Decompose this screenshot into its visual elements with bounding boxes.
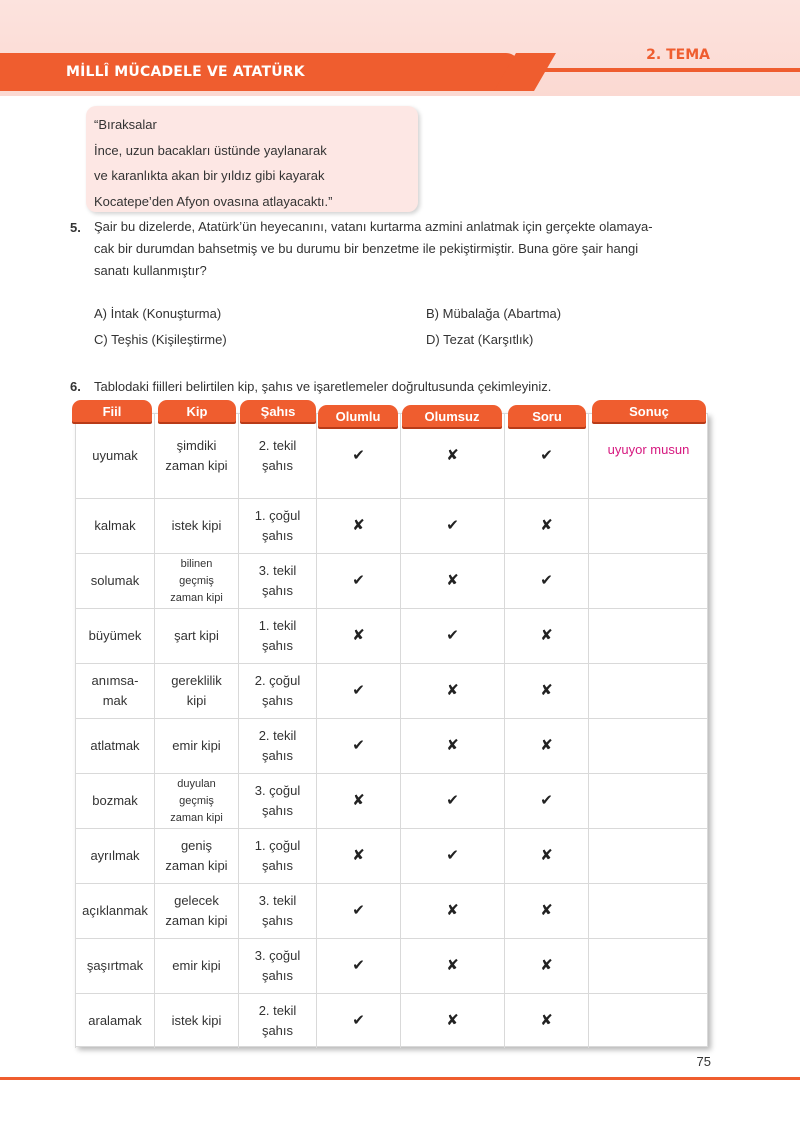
cross-mark-icon: ✘ [446, 737, 459, 754]
result-cell[interactable] [588, 993, 708, 1048]
positive-cell [316, 938, 400, 993]
cross-mark-icon: ✘ [540, 737, 553, 754]
cross-mark-icon: ✘ [446, 957, 459, 974]
option-b[interactable]: B) Mübalağa (Abartma) [426, 306, 562, 321]
question-5-line: sanatı kullanmıştır? [94, 263, 207, 278]
verb-label: solumak [90, 573, 140, 588]
person-cell [238, 553, 316, 608]
header-olumsuz: Olumsuz [402, 405, 502, 427]
header-sahis: Şahıs [240, 400, 316, 422]
negative-cell [400, 828, 504, 883]
verb-label: şaşırtmak [86, 958, 144, 973]
cross-mark-icon: ✘ [446, 572, 459, 589]
verb-label: açıklanmak [82, 903, 148, 918]
result-cell[interactable] [588, 663, 708, 718]
person-cell-line: şahıs [261, 693, 294, 708]
mood-cell-line: şart kipi [174, 628, 219, 643]
verb-label: ayrılmak [90, 848, 140, 863]
verb-cell [75, 718, 154, 773]
negative-cell [400, 883, 504, 938]
option-d[interactable]: D) Tezat (Karşıtlık) [426, 332, 534, 347]
question-5-line: cak bir durumdan bahsetmiş ve bu durumu bir benzetme ile pekiştirmiştir. Buna göre şair hangi [94, 241, 639, 256]
mood-cell [154, 773, 238, 828]
check-mark-icon: ✔ [352, 902, 365, 919]
mood-cell-line: zaman kipi [170, 591, 223, 604]
person-cell-line: 1. çoğul [254, 838, 301, 853]
question-5-number: 5. [70, 220, 81, 235]
question-cell [504, 608, 588, 663]
person-cell-line: şahıs [261, 913, 294, 928]
mood-cell-line: zaman kipi [170, 811, 223, 824]
mood-cell-line: istek kipi [171, 518, 222, 533]
quote-line: İnce, uzun bacakları üstünde yaylanarak [94, 142, 327, 158]
person-cell-line: 2. çoğul [254, 673, 301, 688]
person-cell-line: 3. tekil [258, 563, 297, 578]
result-cell[interactable] [588, 498, 708, 553]
check-mark-icon: ✔ [352, 957, 365, 974]
header-fiil: Fiil [72, 400, 152, 422]
question-6-number: 6. [70, 379, 81, 394]
question-cell [504, 498, 588, 553]
result-cell[interactable] [588, 608, 708, 663]
person-cell-line: şahıs [261, 638, 294, 653]
mood-cell [154, 993, 238, 1048]
person-cell-line: 3. tekil [258, 893, 297, 908]
check-mark-icon: ✔ [352, 1012, 365, 1029]
cross-mark-icon: ✘ [446, 447, 459, 464]
cross-mark-icon: ✘ [352, 792, 365, 809]
verb-cell [75, 608, 154, 663]
person-cell-line: şahıs [261, 803, 294, 818]
header-soru: Soru [508, 405, 586, 427]
verb-label: aralamak [88, 1013, 142, 1028]
positive-cell [316, 993, 400, 1048]
positive-cell [316, 883, 400, 938]
question-cell [504, 883, 588, 938]
mood-cell [154, 553, 238, 608]
mood-cell [154, 498, 238, 553]
page-number: 75 [696, 1054, 711, 1069]
negative-cell [400, 498, 504, 553]
header-sonuc: Sonuç [592, 400, 706, 422]
negative-cell [400, 938, 504, 993]
check-mark-icon: ✔ [352, 737, 365, 754]
check-mark-icon: ✔ [446, 517, 459, 534]
person-cell-line: şahıs [261, 748, 294, 763]
mood-cell-line: geçmiş [179, 574, 214, 587]
mood-cell-line: zaman kipi [165, 913, 228, 928]
check-mark-icon: ✔ [446, 792, 459, 809]
mood-cell-line: duyulan [177, 777, 216, 790]
mood-cell-line: gereklilik [171, 673, 222, 688]
person-cell [238, 883, 316, 938]
cross-mark-icon: ✘ [540, 682, 553, 699]
question-5-line: Şair bu dizelerde, Atatürk’ün heyecanını, vatanı kurtarma azmini anlatmak için gerçekte olamaya- [94, 219, 653, 234]
result-answer: uyuyor musun [607, 442, 690, 457]
question-cell [504, 773, 588, 828]
negative-cell [400, 553, 504, 608]
person-cell [238, 608, 316, 663]
question-cell [504, 663, 588, 718]
mood-cell [154, 828, 238, 883]
person-cell-line: 2. tekil [258, 438, 297, 453]
verb-cell [75, 553, 154, 608]
result-cell[interactable] [588, 773, 708, 828]
result-cell[interactable] [588, 413, 708, 498]
mood-cell-line: kipi [186, 693, 207, 708]
verb-label: büyümek [88, 628, 142, 643]
theme-rule [528, 68, 800, 72]
negative-cell [400, 608, 504, 663]
question-cell [504, 828, 588, 883]
verb-label: uyumak [92, 448, 138, 463]
mood-cell-line: şimdiki [176, 438, 217, 453]
person-cell-line: 1. tekil [258, 618, 297, 633]
mood-cell-line: istek kipi [171, 1013, 222, 1028]
positive-cell [316, 498, 400, 553]
check-mark-icon: ✔ [352, 447, 365, 464]
verb-cell [75, 993, 154, 1048]
person-cell-line: şahıs [261, 528, 294, 543]
person-cell [238, 413, 316, 498]
positive-cell [316, 553, 400, 608]
header-olumlu: Olumlu [318, 405, 398, 427]
cross-mark-icon: ✘ [540, 1012, 553, 1029]
positive-cell [316, 663, 400, 718]
mood-cell [154, 718, 238, 773]
negative-cell [400, 773, 504, 828]
check-mark-icon: ✔ [446, 847, 459, 864]
result-cell[interactable] [588, 553, 708, 608]
cross-mark-icon: ✘ [540, 902, 553, 919]
result-cell[interactable] [588, 718, 708, 773]
verb-cell [75, 828, 154, 883]
cross-mark-icon: ✘ [540, 847, 553, 864]
cross-mark-icon: ✘ [352, 847, 365, 864]
theme-label: 2. TEMA [646, 47, 710, 63]
question-cell [504, 938, 588, 993]
verb-cell [75, 938, 154, 993]
header-kip: Kip [158, 400, 236, 422]
person-cell [238, 938, 316, 993]
negative-cell [400, 993, 504, 1048]
verb-label: atlatmak [90, 738, 140, 753]
cross-mark-icon: ✘ [540, 957, 553, 974]
person-cell-line: 3. çoğul [254, 783, 301, 798]
check-mark-icon: ✔ [352, 682, 365, 699]
verb-cell [75, 773, 154, 828]
person-cell-line: şahıs [261, 583, 294, 598]
person-cell-line: 3. çoğul [254, 948, 301, 963]
mood-cell-line: bilinen [180, 557, 213, 570]
verb-cell [75, 883, 154, 938]
check-mark-icon: ✔ [540, 792, 553, 809]
person-cell [238, 663, 316, 718]
conjugation-table [75, 413, 708, 1047]
cross-mark-icon: ✘ [446, 682, 459, 699]
mood-cell-line: geniş [180, 838, 213, 853]
mood-cell-line: zaman kipi [165, 858, 228, 873]
person-cell-line: şahıs [261, 458, 294, 473]
option-a[interactable]: A) İntak (Konuşturma) [94, 306, 222, 321]
positive-cell [316, 718, 400, 773]
verb-cell [75, 498, 154, 553]
question-5-text [94, 216, 708, 282]
question-6-text: Tablodaki fiilleri belirtilen kip, şahıs ve işaretlemeler doğrultusunda çekimleyiniz. [94, 379, 552, 394]
person-cell [238, 828, 316, 883]
cross-mark-icon: ✘ [446, 902, 459, 919]
check-mark-icon: ✔ [352, 572, 365, 589]
person-cell [238, 498, 316, 553]
option-c[interactable]: C) Teşhis (Kişileştirme) [94, 332, 227, 347]
check-mark-icon: ✔ [540, 572, 553, 589]
check-mark-icon: ✔ [540, 447, 553, 464]
footer-rule [0, 1077, 800, 1080]
person-cell-line: şahıs [261, 968, 294, 983]
person-cell [238, 993, 316, 1048]
result-cell[interactable] [588, 938, 708, 993]
mood-cell-line: emir kipi [172, 738, 221, 753]
verb-label: kalmak [94, 518, 136, 533]
unit-title: MİLLÎ MÜCADELE VE ATATÜRK [66, 64, 305, 80]
question-cell [504, 718, 588, 773]
cross-mark-icon: ✘ [352, 627, 365, 644]
mood-cell [154, 413, 238, 498]
mood-cell-line: geçmiş [179, 794, 214, 807]
quote-line: ve karanlıkta akan bir yıldız gibi kayarak [94, 168, 325, 183]
negative-cell [400, 663, 504, 718]
cross-mark-icon: ✘ [446, 1012, 459, 1029]
verb-label: anımsa- mak [91, 673, 139, 708]
mood-cell-line: emir kipi [172, 958, 221, 973]
negative-cell [400, 718, 504, 773]
verb-label: bozmak [92, 793, 138, 808]
person-cell [238, 773, 316, 828]
mood-cell [154, 663, 238, 718]
result-cell[interactable] [588, 828, 708, 883]
person-cell-line: şahıs [261, 858, 294, 873]
positive-cell [316, 828, 400, 883]
verb-cell [75, 663, 154, 718]
mood-cell-line: gelecek [174, 893, 219, 908]
cross-mark-icon: ✘ [352, 517, 365, 534]
result-cell[interactable] [588, 883, 708, 938]
person-cell-line: şahıs [261, 1023, 294, 1038]
positive-cell [316, 773, 400, 828]
quote-line: Kocatepe’den Afyon ovasına atlayacaktı.” [94, 193, 333, 209]
person-cell [238, 718, 316, 773]
mood-cell-line: zaman kipi [165, 458, 228, 473]
question-cell [504, 553, 588, 608]
positive-cell [316, 608, 400, 663]
cross-mark-icon: ✘ [540, 517, 553, 534]
question-cell [504, 993, 588, 1048]
person-cell-line: 1. çoğul [254, 508, 301, 523]
mood-cell [154, 938, 238, 993]
person-cell-line: 2. tekil [258, 728, 297, 743]
person-cell-line: 2. tekil [258, 1003, 297, 1018]
quote-box [86, 106, 418, 212]
mood-cell [154, 883, 238, 938]
check-mark-icon: ✔ [446, 627, 459, 644]
verb-cell [75, 413, 154, 498]
mood-cell [154, 608, 238, 663]
cross-mark-icon: ✘ [540, 627, 553, 644]
quote-line: “Bıraksalar [94, 117, 157, 132]
